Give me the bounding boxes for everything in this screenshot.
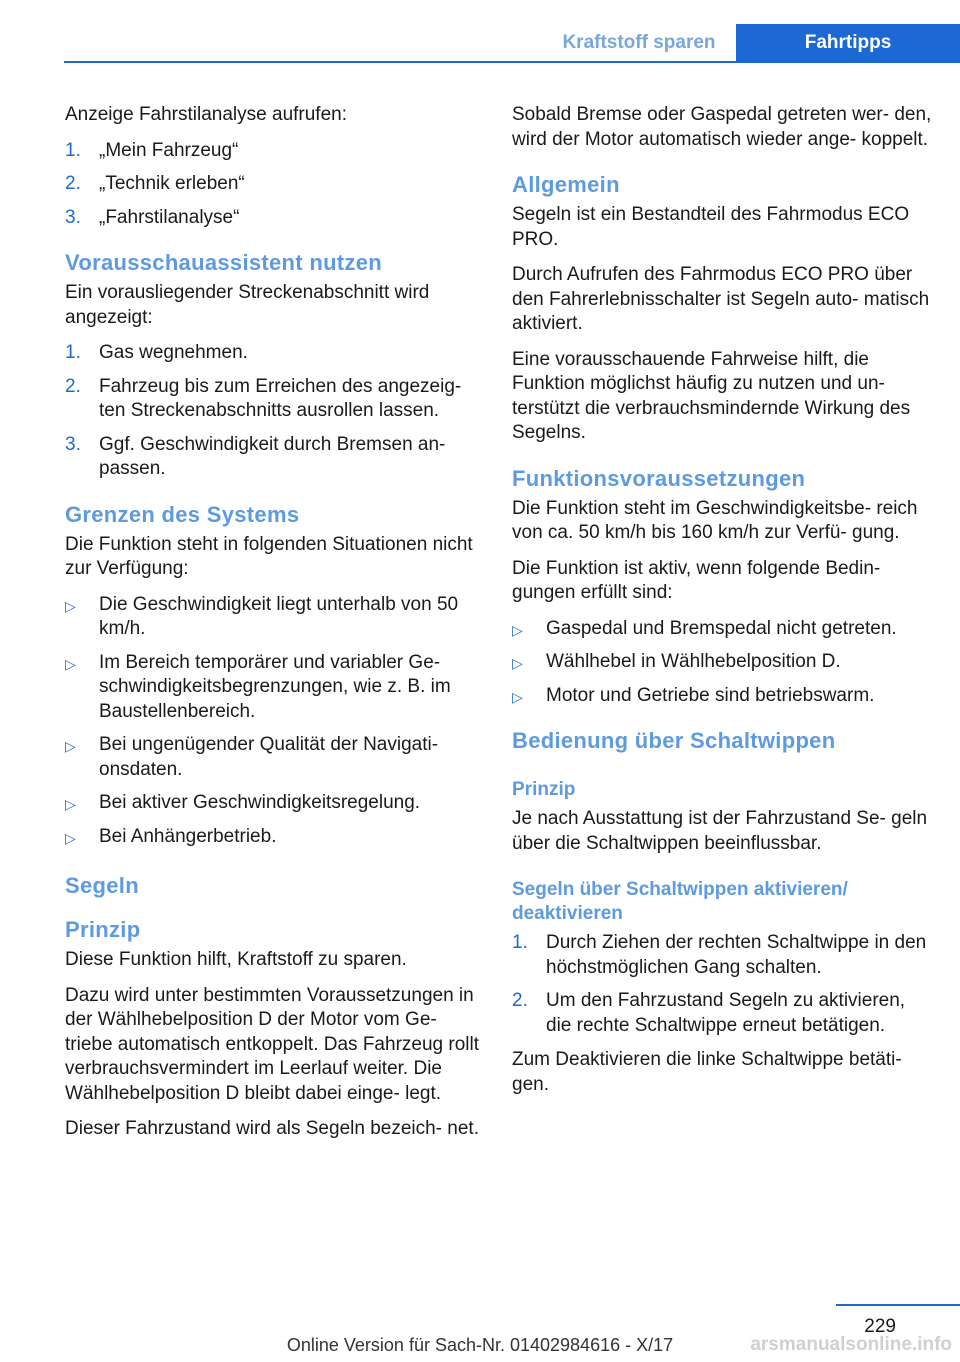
list-item: 2. Um den Fahrzustand Segeln zu aktivieren, die rechte Schaltwippe erneut betätigen. [512, 990, 906, 1036]
triangle-bullet-icon: ▷ [512, 688, 523, 705]
grenzen-text: Die Funktion steht in folgenden Situationen nicht zur Verfügung: [65, 533, 473, 579]
triangle-bullet-icon: ▷ [65, 597, 76, 614]
heading-prinzip-right: Prinzip [512, 779, 576, 800]
list-item: 3. Ggf. Geschwindigkeit durch Bremsen an‐ passen. [65, 433, 446, 479]
triangle-bullet-icon: ▷ [512, 655, 523, 671]
list-item: 1. „Mein Fahrzeug“ [65, 139, 481, 164]
step-number: 2. [512, 990, 528, 1011]
allgemein-text-3: Eine vorausschauende Fahrweise hilft, die Funktion möglichst häufig zu nutzen und un‐ terstützt die verbrauchsmindernde Wirkung des Segelns. [512, 348, 911, 443]
heading-segeln: Segeln [65, 873, 139, 898]
header-rule [64, 61, 960, 63]
entkoppel-text: Sobald Bremse oder Gaspedal getreten wer‐ den, wird der Motor automatisch wieder ange‐ koppelt. [512, 104, 932, 150]
heading-prinzip: Prinzip [65, 917, 141, 942]
step-number: 3. [65, 206, 81, 228]
list-item: 2. Fahrzeug bis zum Erreichen des angezeig‐ ten Streckenabschnitts ausrollen lassen. [65, 375, 462, 421]
heading-aktivieren: Segeln über Schaltwippen aktivieren/ deaktivieren [512, 879, 848, 924]
triangle-bullet-icon: ▷ [65, 796, 76, 812]
list-item: 2. „Technik erleben“ [65, 172, 481, 197]
step-number: 1. [65, 139, 81, 161]
heading-bedienung: Bedienung über Schaltwippen [512, 728, 836, 753]
funktion-text-1: Die Funktion steht im Geschwindigkeitsbe‐ reich von ca. 50 km/h bis 160 km/h zur Verfü‐ gung. [512, 497, 918, 543]
list-item: ▷ Bei Anhängerbetrieb. [65, 825, 481, 850]
funktion-list [512, 617, 932, 709]
fahrstil-steps [65, 139, 481, 231]
intro-text: Anzeige Fahrstilanalyse aufrufen: [65, 104, 347, 125]
heading-allgemein: Allgemein [512, 172, 620, 197]
list-item: ▷ Motor und Getriebe sind betriebswarm. [512, 684, 932, 709]
step-number: 2. [65, 173, 81, 194]
allgemein-text-1: Segeln ist ein Bestandteil des Fahrmodus ECO PRO. [512, 204, 910, 250]
triangle-bullet-icon: ▷ [65, 655, 76, 672]
right-column [512, 103, 932, 1108]
vorausschau-steps [65, 341, 481, 482]
prinzip-text-3: Dieser Fahrzustand wird als Segeln bezeich‐ net. [65, 1118, 479, 1139]
prinzip-text-2: Dazu wird unter bestimmten Voraussetzungen in der Wählhebelposition D der Motor vom Ge‐ triebe automatisch entkoppelt. Das Fahrzeug rollt verbrauchsvermindert im Leerlauf weiter. Die Wählhebelposition D bleibt dabei einge‐ legt. [65, 984, 479, 1104]
list-item: ▷ Wählhebel in Wählhebelposition D. [512, 650, 932, 675]
triangle-bullet-icon: ▷ [512, 621, 523, 638]
step-number: 3. [65, 433, 81, 455]
list-item: ▷ Bei aktiver Geschwindigkeitsregelung. [65, 791, 481, 816]
funktion-text-2: Die Funktion ist aktiv, wenn folgende Bedin‐ gungen erfüllt sind: [512, 557, 881, 603]
step-number: 1. [512, 932, 528, 953]
heading-grenzen: Grenzen des Systems [65, 501, 300, 527]
left-column [65, 103, 481, 1153]
header-active-tab: Fahrtipps [736, 24, 960, 62]
list-item: 3. „Fahrstilanalyse“ [65, 206, 481, 231]
vorausschau-text: Ein vorausliegender Streckenabschnitt wird angezeigt: [65, 282, 430, 328]
allgemein-text-2: Durch Aufrufen des Fahrmodus ECO PRO über den Fahrerlebnisschalter ist Segeln auto‐ matisch aktiviert. [512, 264, 930, 334]
step-number: 1. [65, 342, 81, 363]
triangle-bullet-icon: ▷ [65, 829, 76, 846]
list-item: ▷ Bei ungenügender Qualität der Navigati‐ onsdaten. [65, 734, 439, 780]
list-item: ▷ Die Geschwindigkeit liegt unterhalb von 50 km/h. [65, 593, 459, 639]
footer-text: Online Version für Sach-Nr. 01402984616 - X/17 [286, 1335, 674, 1355]
step-number: 2. [65, 375, 81, 397]
page-number: 229 [864, 1316, 896, 1337]
triangle-bullet-icon: ▷ [65, 738, 76, 754]
prinzip-text-1: Diese Funktion hilft, Kraftstoff zu sparen. [65, 949, 407, 970]
list-item: ▷ Gaspedal und Bremspedal nicht getreten. [512, 617, 932, 642]
aktivieren-steps [512, 931, 932, 1038]
watermark: arsmanualsonline.info [750, 1334, 952, 1355]
prinzip-right-text: Je nach Ausstattung ist der Fahrzustand Se‐ geln über die Schaltwippen beeinflussbar. [512, 808, 928, 854]
list-item: 1. Durch Ziehen der rechten Schaltwippe in den höchstmöglichen Gang schalten. [512, 932, 927, 978]
page-number-rule [836, 1304, 960, 1306]
header-section-title: Kraftstoff sparen [543, 24, 735, 62]
list-item: ▷ Im Bereich temporärer und variabler Ge‐ schwindigkeitsbegrenzungen, wie z. B. im Baustellenbereich. [65, 651, 451, 722]
deaktivieren-text: Zum Deaktivieren die linke Schaltwippe betäti‐ gen. [512, 1049, 902, 1095]
heading-vorausschau: Vorausschauassistent nutzen [65, 250, 383, 275]
list-item: 1. Gas wegnehmen. [65, 341, 481, 366]
grenzen-list [65, 593, 481, 850]
heading-funktionsvoraussetzungen: Funktionsvoraussetzungen [512, 465, 806, 491]
